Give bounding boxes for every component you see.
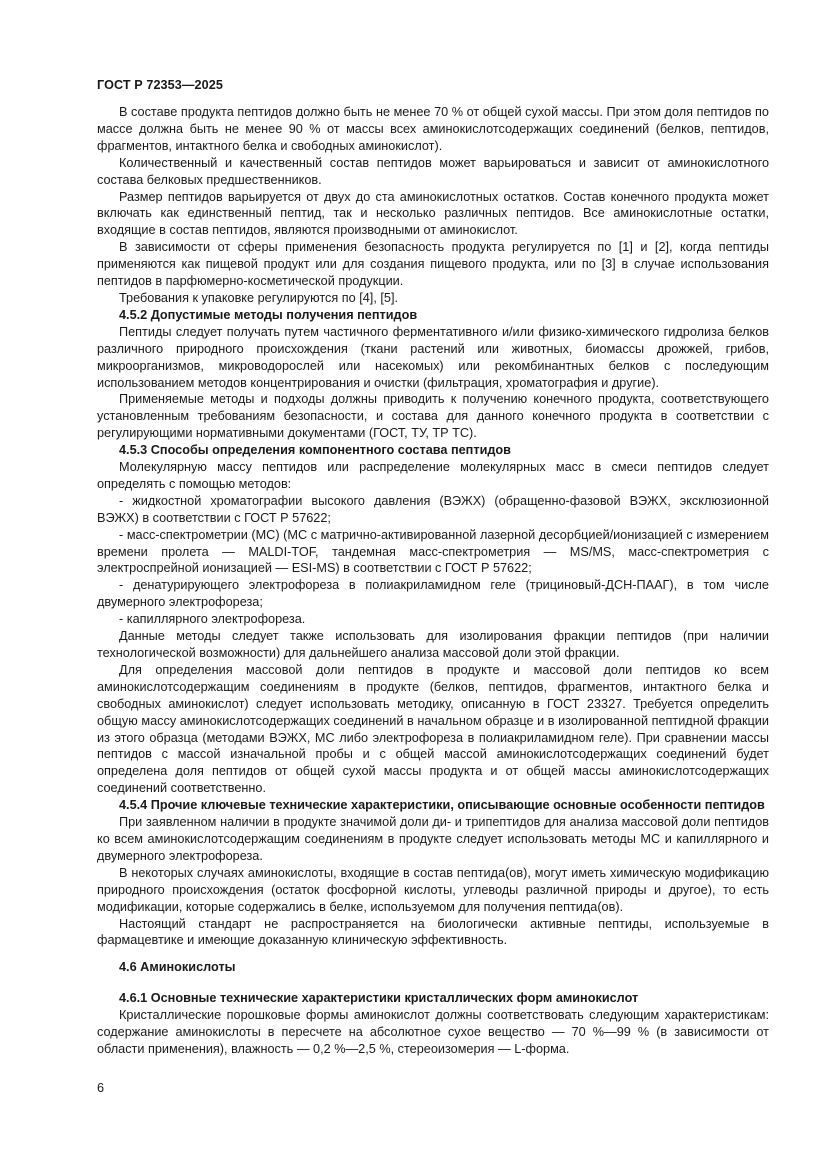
section-heading-4-6: 4.6 Аминокислоты bbox=[119, 960, 236, 975]
paragraph: В зависимости от сферы применения безопасность продукта регулируется по [1] и [2], когда пептиды применяются как пищевой продукт или для создания пищевого продукта, или по [3] в случае использования пептидов в парфюмерно-косметической продукции. bbox=[97, 240, 769, 289]
list-item: - капиллярного электрофореза. bbox=[119, 612, 306, 627]
section-heading-4-5-4: 4.5.4 Прочие ключевые технические характеристики, описывающие основные особенности пептидов bbox=[119, 798, 765, 813]
paragraph: Данные методы следует также использовать для изолирования фракции пептидов (при наличии технологической возможности) для дальнейшего анализа массовой доли этой фракции. bbox=[97, 629, 769, 660]
paragraph: Размер пептидов варьируется от двух до ста аминокислотных остатков. Состав конечного продукта может включать как единственный пептид, так и несколько различных пептидов. Все аминокислотные остатки, входящие в состав пептидов, являются производными от аминокислот. bbox=[97, 189, 769, 238]
paragraph: При заявленном наличии в продукте значимой доли ди- и трипептидов для анализа массовой доли пептидов ко всем аминокислотсодержащим соединениям в продукте следует использовать методы МС и капиллярного и двумерного электрофореза. bbox=[97, 815, 769, 863]
paragraph: Молекулярную массу пептидов или распределение молекулярных масс в смеси пептидов следует определять с помощью методов: bbox=[97, 460, 769, 491]
section-heading-4-5-2: 4.5.2 Допустимые методы получения пептидов bbox=[119, 307, 418, 322]
list-item: - жидкостной хроматографии высокого давления (ВЭЖХ) (обращенно-фазовой ВЭЖХ, эксклюзионной ВЭЖХ) в соответствии с ГОСТ Р 57622; bbox=[97, 493, 769, 525]
paragraph: Применяемые методы и подходы должны приводить к получению конечного продукта, соответствующего установленным требованиям безопасности, и состава для данного конечного продукта в соответствии с регулирующими нормативными документами (ГОСТ, ТУ, ТР ТС). bbox=[97, 392, 769, 441]
section-heading-4-5-3: 4.5.3 Способы определения компонентного состава пептидов bbox=[119, 443, 511, 458]
list-item: - масс-спектрометрии (МС) (МС с матрично-активированной лазерной десорбцией/ионизацией с измерением времени пролета — MALDI-TOF, тандемная масс-спектрометрия — MS/MS, масс-спектрометрия с электроспрейной ионизацией — ESI-MS) в соответствии с ГОСТ Р 57622; bbox=[97, 527, 769, 576]
paragraph: Количественный и качественный состав пептидов может варьироваться и зависит от аминокислотного состава белковых предшественников. bbox=[97, 155, 769, 187]
paragraph: Для определения массовой доли пептидов в продукте и массовой доли пептидов ко всем аминокислотсодержащим соединениям в продукте (белков, пептидов, фрагментов, интактного белка и свободных аминокислот) следует использовать методику, описанную в ГОСТ 23327. Требуется определить общую массу аминокислотсодержащих соединений в начальном образце и в изолированной пептидной фракции из этого образца (методами ВЭЖХ, МС либо электрофореза в полиакриламидном геле). При сравнении массы пептидов с массой изначальной пробы и с общей массой аминокислотсодержащих соединений будет определена доля пептидов от общей сухой массы продукта и от общей массы аминокислотсодержащих соединений соответственно. bbox=[97, 662, 769, 796]
section-heading-4-6-1: 4.6.1 Основные технические характеристики кристаллических форм аминокислот bbox=[119, 991, 639, 1006]
paragraph: В составе продукта пептидов должно быть не менее 70 % от общей сухой массы. При этом доля пептидов по массе должна быть не менее 90 % от массы всех аминокислотсодержащих соединений (белков, пептидов, фрагментов, интактного белка и свободных аминокислот). bbox=[97, 105, 769, 153]
paragraph: Кристаллические порошковые формы аминокислот должны соответствовать следующим характеристикам: содержание аминокислоты в пересчете на абсолютное сухое вещество — 70 %—99 % (в зависимости от области применения), влажность — 0,2 %—2,5 %, стереоизомерия — L-форма. bbox=[97, 1008, 769, 1056]
document-body bbox=[97, 104, 769, 1058]
document-header: ГОСТ Р 72353—2025 bbox=[97, 78, 223, 92]
paragraph: Пептиды следует получать путем частичного ферментативного и/или физико-химического гидролиза белков различного природного происхождения (ткани растений или животных, биомассы дрожжей, грибов, микроорганизмов, микроводорослей или насекомых) или рекомбинантных белков с последующим использованием методов концентрирования и очистки (фильтрация, хроматография и другие). bbox=[97, 324, 769, 390]
paragraph: В некоторых случаях аминокислоты, входящие в состав пептида(ов), могут иметь химическую модификацию природного происхождения (остаток фосфорной кислоты, углеводы различной природы и другое), то есть модификации, которые содержались в белке, используемом для получения пептида(ов). bbox=[97, 865, 769, 914]
list-item: - денатурирующего электрофореза в полиакриламидном геле (трициновый-ДСН-ПААГ), в том числе двумерного электрофореза; bbox=[97, 578, 769, 610]
paragraph: Настоящий стандарт не распространяется на биологически активные пептиды, используемые в фармацевтике и имеющие доказанную клиническую эффективность. bbox=[97, 916, 769, 948]
page-number: 6 bbox=[97, 1081, 105, 1095]
paragraph: Требования к упаковке регулируются по [4], [5]. bbox=[119, 290, 399, 305]
